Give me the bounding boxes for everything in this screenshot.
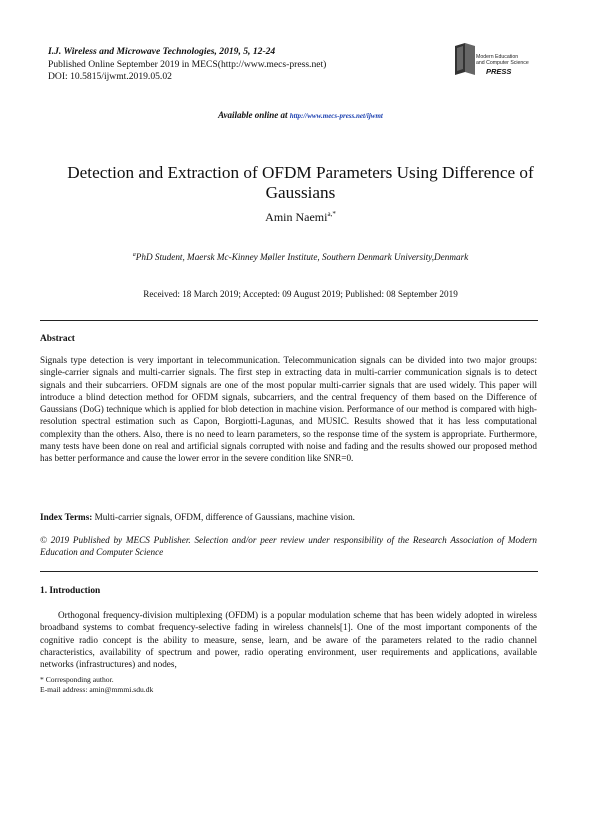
doi: DOI: 10.5815/ijwmt.2019.05.02 xyxy=(48,71,172,82)
logo-text xyxy=(476,54,529,66)
divider-top xyxy=(40,320,538,321)
email-address: E-mail address: amin@mmmi.sdu.dk xyxy=(40,685,154,694)
divider-bottom xyxy=(40,571,538,572)
footnote xyxy=(40,675,153,695)
logo-line-1: Modern Education xyxy=(476,54,519,60)
index-terms-label: Index Terms: xyxy=(40,512,93,522)
abstract-heading: Abstract xyxy=(40,334,75,344)
logo-press: PRESS xyxy=(486,67,512,76)
available-online xyxy=(0,110,601,120)
journal-header xyxy=(48,46,418,84)
affiliation xyxy=(0,252,601,262)
publication-dates: Received: 18 March 2019; Accepted: 09 August 2019; Published: 08 September 2019 xyxy=(143,289,458,299)
journal-citation xyxy=(48,46,418,59)
author-superscript: a,* xyxy=(327,210,336,218)
published-online: Published Online September 2019 in MECS(http://www.mecs-press.net) xyxy=(48,58,327,70)
affiliation-superscript: a xyxy=(132,252,136,258)
corresponding-author-note: * Corresponding author. xyxy=(40,675,114,684)
index-terms-text: Multi-carrier signals, OFDM, difference of Gaussians, machine vision. xyxy=(92,512,355,522)
introduction-text: Orthogonal frequency-division multiplexing (OFDM) is a popular modulation scheme that has been widely adopted in wireless broadband systems to combat frequency-selective fading in wireless channels[1]. One of the most important components of the cognitive radio concept is the ability to measure, sense, learn, and be aware of the parameters related to the radio channel characteristics, availability of spectrum and power, radio operating environment, user requirements and applications, available networks (infrastructures) and nodes, xyxy=(40,610,537,670)
mecs-press-logo xyxy=(452,40,562,80)
logo-line-2: and Computer Science xyxy=(476,60,529,66)
introduction-heading: 1. Introduction xyxy=(40,586,101,596)
journal-name: I.J. Wireless and Microwave Technologies, xyxy=(48,46,217,57)
paper-title: Detection and Extraction of OFDM Parameters Using Difference of Gaussians xyxy=(67,163,534,202)
copyright-notice: © 2019 Published by MECS Publisher. Selection and/or peer review under responsibility of the Research Association of Modern Education and Computer Science xyxy=(40,535,537,558)
index-terms xyxy=(40,512,537,522)
journal-volume: 2019, 5, 12-24 xyxy=(216,46,276,57)
affiliation-text: PhD Student, Maersk Mc-Kinney Møller Institute, Southern Denmark University,Denmark xyxy=(135,252,469,262)
author xyxy=(0,210,601,225)
journal-link[interactable]: http://www.mecs-press.net/ijwmt xyxy=(289,112,383,120)
book-icon xyxy=(452,42,478,78)
abstract-text: Signals type detection is very important in telecommunication. Telecommunication signals can be divided into two major groups: single-carrier signals and multi-carrier signals. The first step in extracting data in multi-carrier communication signals is to detect signals and their subcarriers. OFDM signals are one of the most popular multi-carrier signals that are used widely. This paper will introduce a blind detection method for OFDM signals, subcarriers, and the central frequency of them based on the Difference of Gaussians (DoG) technique which is applied for blob detection in machine vision. Performance of our method is compared with high-resolution spectral estimation such as Capon, Borgiotti-Lagunas, and MUSIC. Results showed that it has less computational complexity than the others. Also, there is no need to learn parameters, so the response time of the system is appropriate. Furthermore, many tests have been done on real and artificial signals corrupted with noise and fading and the results showed our proposed method has better performance and cause the lower error in the severe condition like SNR=0. xyxy=(40,355,537,464)
author-name: Amin Naemi xyxy=(265,210,328,224)
available-label: Available online at xyxy=(218,110,290,120)
